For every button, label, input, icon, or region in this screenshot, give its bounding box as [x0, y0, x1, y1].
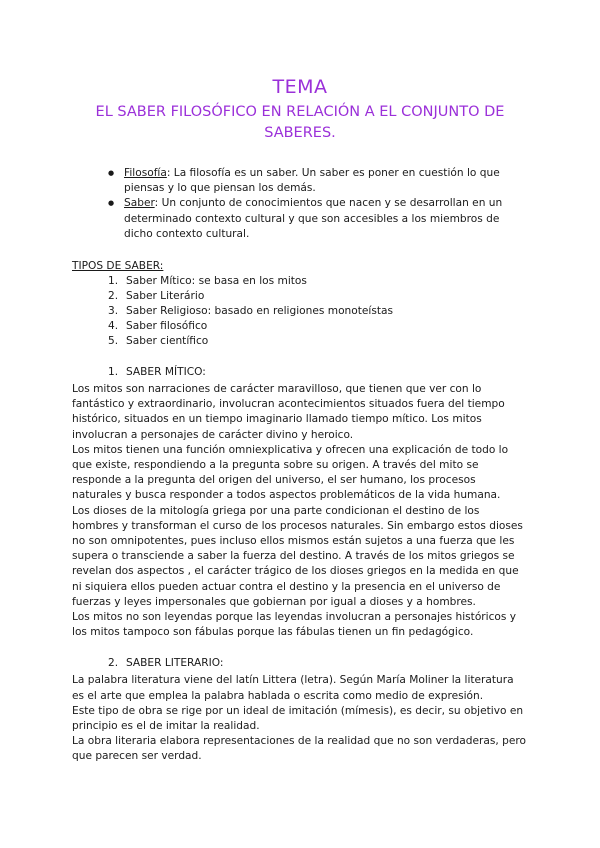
list-label: Saber Religioso: basado en religiones monoteístas [126, 305, 394, 318]
definition-item [108, 166, 528, 196]
types-heading: TIPOS DE SABER: [72, 260, 164, 273]
paragraph: Los mitos no son leyendas porque las leyendas involucran a personajes históricos y los mitos tampoco son fábulas porque las fábulas tienen un fin pedagógico. [72, 611, 517, 639]
page-subtitle: EL SABER FILOSÓFICO EN RELACIÓN A EL CONJUNTO DE SABERES. [95, 104, 505, 141]
paragraph: Los dioses de la mitología griega por una parte condicionan el destino de los hombres y transforman el curso de los procesos naturales. Sin embargo estos dioses no son omnipotentes, pues incluso ellos mismos están sujetos a una fuerza que les supera o transciende a saber la fuerza del destino. A través de los mitos griegos se revelan dos aspectos , el carácter trágico de los dioses griegos en la medida en que ni siquiera ellos pueden actuar contra el destino y la presencia en el universo de fuerzas y leyes impersonales que gobiernan por igual a dioses y a hombres. [72, 504, 523, 608]
definition-text: : La filosofía es un saber. Un saber es poner en cuestión lo que piensas y lo que piensan los demás. [124, 167, 500, 195]
list-label: Saber Mítico: se basa en los mitos [126, 275, 307, 288]
list-label: Saber científico [126, 335, 209, 348]
page-title: TEMA [272, 76, 328, 98]
list-item [108, 289, 528, 304]
definition-item [108, 196, 528, 242]
definition-term: Saber [124, 197, 155, 210]
section-heading-literario [72, 656, 528, 671]
paragraph: Este tipo de obra se rige por un ideal de imitación (mímesis), es decir, su objetivo en principio es el de imitar la realidad. [72, 704, 524, 733]
paragraph: La palabra literatura viene del latín Littera (letra). Según María Moliner la literatura es el arte que emplea la palabra hablada o escrita como medio de expresión. [72, 674, 514, 702]
list-number: 3. [108, 305, 119, 318]
definitions-list [72, 166, 528, 242]
section-number: 2. [108, 657, 119, 670]
paragraph: Los mitos tienen una función omniexplicativa y ofrecen una explicación de todo lo que existe, respondiendo a la pregunta sobre su origen. A través del mito se responde a la pregunta del origen del universo, el ser humano, los procesos naturales y busca responder a todos aspectos problemáticos de la vida humana. [72, 443, 509, 502]
list-number: 4. [108, 320, 119, 333]
section-title: SABER MÍTICO: [126, 366, 206, 379]
list-item [108, 334, 528, 349]
list-item [108, 274, 528, 289]
list-number: 5. [108, 335, 119, 348]
types-list [72, 274, 528, 349]
section-title: SABER LITERARIO: [126, 657, 224, 670]
list-item [108, 319, 528, 334]
list-item [108, 304, 528, 319]
section-heading-mitico [72, 365, 528, 380]
section-number: 1. [108, 366, 119, 379]
paragraph: Los mitos son narraciones de carácter maravilloso, que tienen que ver con lo fantástico y extraordinario, involucran acontecimientos situados fuera del tiempo histórico, situados en un tiempo imaginario llamado tiempo mítico. Los mitos involucran a personajes de carácter divino y heroico. [72, 383, 505, 441]
definition-term: Filosofía [124, 167, 167, 179]
list-number: 1. [108, 275, 119, 288]
list-number: 2. [108, 290, 119, 303]
definition-text: : Un conjunto de conocimientos que nacen y se desarrollan en un determinado contexto cultural y que son accesibles a los miembros de dicho contexto cultural. [124, 197, 503, 240]
paragraph: La obra literaria elabora representaciones de la realidad que no son verdaderas, pero que parecen ser verdad. [72, 735, 526, 763]
list-label: Saber Literário [126, 290, 205, 303]
list-label: Saber filosófico [126, 320, 208, 333]
